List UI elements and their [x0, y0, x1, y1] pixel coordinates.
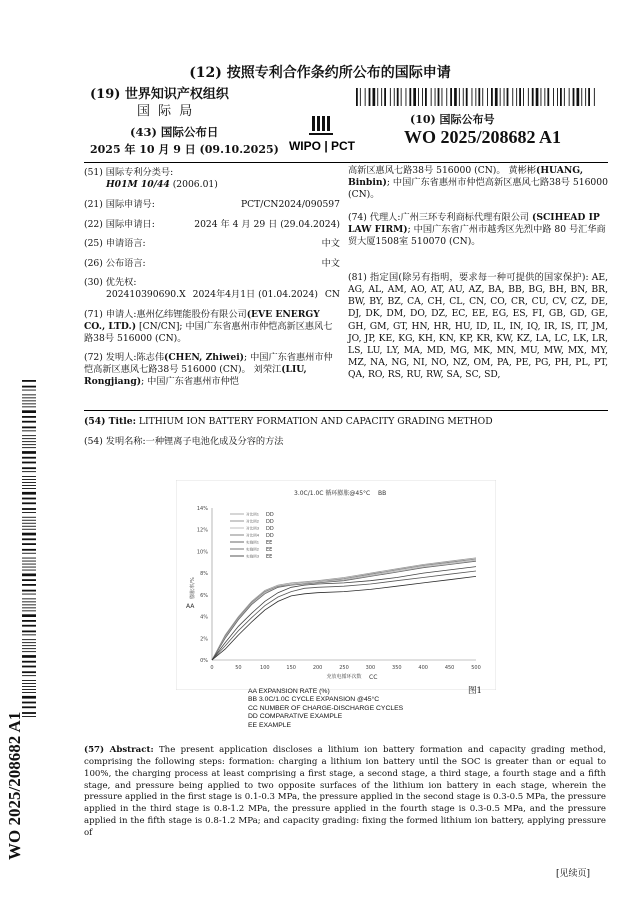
- designated-states-list: AE, AG, AL, AM, AO, AT, AU, AZ, BA, BB, BG, BH, BN, BR, BW, BY, BZ, CA, CH, CL, CN, CO, CR, CU, CV, CZ, DE, DJ, DK, DM, DO, DZ, EC, EE, EG, ES, FI, GB, GD, GE, GH, GM, GT, HN, HR, HU, ID, IL, IN, IQ, IR, IS, IT, JM, JO, JP, KE, KG, KH, KN, KP, KR, KW, KZ, LA, LC, LK, LR, LS, LU, LY, MA, MD, MG, MK, MN, MU, MW, MX, MY, MZ, NA, NG, NI, NO, NZ, OM, PA, PE, PG, PH, PL, PT, QA, RO, RS, RU, RW, SA, SC, SD,: [348, 272, 608, 381]
- barcode-bar: [22, 488, 36, 489]
- barcode-bar: [356, 88, 358, 106]
- x-tick-label: 0: [210, 665, 214, 671]
- barcode-bar: [22, 655, 36, 658]
- inventor-2-cn: 刘荣江: [253, 364, 282, 376]
- barcode-bar: [22, 661, 36, 663]
- priority-country: CN: [324, 289, 340, 301]
- y-tick-label: 0%: [200, 658, 208, 664]
- ipc-label: (51) 国际专利分类号:: [84, 167, 174, 178]
- agent-name-cn: 广州三环专利商标代理有限公司: [400, 212, 530, 223]
- legend-series-name: 对比例1: [246, 512, 260, 517]
- barcode-bar: [475, 88, 476, 106]
- barcode-bar: [22, 634, 36, 635]
- barcode-bar: [22, 651, 36, 652]
- barcode-bar: [435, 88, 436, 106]
- barcode-bar: [22, 620, 36, 622]
- barcode-bar: [22, 430, 36, 431]
- publication-date-label: (43) 国际公布日: [130, 125, 219, 140]
- barcode-bar: [22, 645, 36, 646]
- barcode-bar: [22, 416, 36, 418]
- barcode-bar: [22, 584, 36, 586]
- barcode-bar: [22, 390, 36, 391]
- barcode-bar: [22, 457, 36, 459]
- barcode-bar: [22, 476, 36, 477]
- inventor-3-address: ; 中国广东省惠州市仲恺高新区惠风七路38号 516000 (CN)。: [348, 177, 608, 201]
- top-barcode: [356, 88, 596, 106]
- agent-name-en: (SCIHEAD IP LAW FIRM): [348, 212, 600, 236]
- barcode-bar: [553, 88, 554, 106]
- continued-note: [见续页]: [556, 869, 591, 879]
- barcode-bar: [22, 570, 36, 571]
- chart-title-code: BB: [378, 490, 387, 497]
- x-tick-label: 400: [418, 665, 428, 671]
- y-tick-label: 8%: [200, 571, 208, 578]
- barcode-bar: [22, 706, 36, 708]
- barcode-bar: [466, 88, 468, 106]
- barcode-bar: [22, 467, 36, 469]
- barcode-bar: [22, 523, 36, 524]
- barcode-bar: [425, 88, 427, 106]
- barcode-bar: [495, 88, 498, 106]
- legend-series-name: 对比例2: [246, 519, 260, 524]
- barcode-bar: [22, 421, 36, 423]
- barcode-bar: [22, 400, 36, 401]
- y-tick-label: 10%: [196, 549, 208, 556]
- inventor-2-address: ; 中国广东省惠州市仲恺: [141, 376, 239, 388]
- barcode-bar: [365, 88, 366, 106]
- barcode-bar: [369, 88, 371, 106]
- filing-language-label: (25) 申请语言:: [84, 238, 146, 249]
- field-30: [84, 277, 340, 301]
- ipc-year: (2006.01): [172, 179, 218, 191]
- barcode-bar: [22, 590, 36, 592]
- barcode-bar: [478, 88, 480, 106]
- barcode-bar: [394, 88, 395, 106]
- publication-number-label: (10) 国际公布号: [410, 113, 495, 126]
- abstract-label: (57) Abstract:: [84, 745, 154, 755]
- x-tick-label: 500: [471, 665, 481, 671]
- agent-label: (74) 代理人:: [348, 212, 401, 223]
- field-72: [84, 352, 340, 388]
- barcode-bar: [512, 88, 513, 106]
- barcode-bar: [22, 601, 36, 602]
- x-tick-label: 150: [286, 665, 296, 671]
- title-en-label: (54) Title:: [84, 416, 136, 427]
- side-publication-number: WO 2025/208682 A1: [5, 711, 24, 860]
- barcode-bar: [22, 692, 36, 693]
- inventor-2-en: (LIU, Rongjiang): [84, 364, 307, 388]
- barcode-bar: [22, 614, 36, 617]
- barcode-bar: [22, 462, 36, 464]
- barcode-bar: [532, 88, 534, 106]
- applicant-name-en: (EVE ENERGY CO., LTD.): [84, 309, 320, 333]
- title-en: LITHIUM ION BATTERY FORMATION AND CAPACITY GRADING METHOD: [138, 416, 493, 427]
- y-tick-label: 2%: [200, 636, 208, 643]
- title-en-row: [84, 416, 604, 428]
- barcode-bar: [547, 88, 549, 106]
- barcode-bar: [22, 604, 36, 605]
- barcode-bar: [569, 88, 570, 106]
- applicant-label: (71) 申请人:: [84, 309, 137, 320]
- chart-title: 3.0C/1.0C 循环膨胀@45°C: [294, 490, 371, 497]
- publication-date: 2025 年 10 月 9 日 (09.10.2025): [90, 143, 279, 157]
- barcode-bar: [22, 631, 36, 633]
- barcode-bar: [22, 406, 36, 407]
- barcode-bar: [22, 702, 36, 704]
- barcode-bar: [22, 675, 36, 676]
- barcode-bar: [406, 88, 407, 106]
- barcode-bar: [373, 88, 376, 106]
- barcode-bar: [390, 88, 391, 106]
- y-tick-label: 4%: [200, 614, 208, 621]
- field-26: [84, 258, 340, 270]
- barcode-bar: [22, 538, 36, 540]
- barcode-bar: [491, 88, 493, 106]
- barcode-bar: [22, 441, 36, 442]
- field-22: [84, 219, 340, 231]
- barcode-bar: [585, 88, 586, 106]
- barcode-bar: [22, 438, 36, 439]
- barcode-bar: [22, 492, 36, 495]
- field-21: [84, 199, 340, 211]
- barcode-bar: [536, 88, 539, 106]
- office-block: [90, 86, 280, 158]
- barcode-bar: [22, 567, 36, 568]
- barcode-bar: [22, 471, 36, 472]
- y-axis-label-code: AA: [186, 603, 195, 610]
- filing-date-label: (22) 国际申请日:: [84, 219, 155, 230]
- barcode-bar: [22, 444, 36, 445]
- application-number: PCT/CN2024/090597: [240, 199, 340, 210]
- legend-series-name: 对比例3: [246, 526, 260, 531]
- legend-line: EE EXAMPLE: [248, 721, 292, 729]
- barcode-bar: [442, 88, 443, 106]
- legend-line: CC NUMBER OF CHARGE-DISCHARGE CYCLES: [248, 704, 404, 712]
- barcode-bar: [22, 683, 36, 684]
- barcode-bar: [22, 543, 36, 545]
- barcode-bar: [22, 427, 36, 429]
- barcode-bar: [459, 88, 460, 106]
- barcode-bar: [22, 639, 36, 640]
- barcode-bar: [594, 88, 595, 106]
- application-number-label: (21) 国际申请号:: [84, 199, 155, 210]
- chart-frame: [176, 480, 496, 690]
- barcode-bar: [22, 696, 36, 699]
- barcode-bar: [401, 88, 402, 106]
- barcode-bar: [422, 88, 423, 106]
- ipc-code: H01M 10/44: [106, 179, 170, 191]
- barcode-bar: [472, 88, 473, 106]
- inventor-1-cn: 陈志伟: [136, 352, 165, 363]
- agent-address: ; 中国广东省广州市越秀区先烈中路 80 号汇华商贸大厦1508室 510070 (CN)。: [348, 224, 606, 248]
- barcode-bar: [431, 88, 432, 106]
- barcode-bar: [22, 607, 36, 608]
- publication-number: WO 2025/208682 A1: [404, 127, 562, 147]
- y-tick-label: 6%: [200, 592, 208, 599]
- barcode-bar: [22, 594, 36, 595]
- barcode-bar: [22, 689, 36, 690]
- barcode-bar: [22, 680, 36, 681]
- barcode-bar: [22, 610, 36, 611]
- barcode-bar: [22, 517, 36, 518]
- barcode-bar: [507, 88, 509, 106]
- barcode-bar: [22, 549, 36, 551]
- priority-number: 202410390690.X: [106, 289, 186, 301]
- legend-series-code: DD: [266, 519, 274, 525]
- priority-date: 2024年4月1日 (01.04.2024): [192, 289, 318, 301]
- inventor-1-en: (CHEN, Zhiwei): [164, 352, 245, 363]
- x-tick-label: 200: [312, 665, 323, 671]
- barcode-bar: [22, 579, 36, 581]
- barcode-bar: [22, 485, 36, 486]
- barcode-bar: [588, 88, 590, 106]
- bibliographic-divider: [84, 410, 608, 411]
- barcode-bar: [438, 88, 440, 106]
- barcode-bar: [22, 574, 36, 577]
- organization-sub: 国 际 局: [137, 104, 195, 120]
- field-74: [348, 212, 608, 248]
- legend-series-name: 实施例1: [246, 540, 260, 545]
- barcode-bar: [541, 88, 542, 106]
- barcode-bar: [487, 88, 488, 106]
- designated-states-note: (除另有指明，要求每一种可提供的国家保护):: [398, 272, 589, 283]
- barcode-bar: [454, 88, 457, 106]
- x-tick-label: 350: [392, 665, 402, 671]
- barcode-bar: [528, 88, 529, 106]
- barcode-bar: [22, 397, 36, 398]
- barcode-bar: [577, 88, 580, 106]
- figure-label: 图1: [468, 686, 482, 696]
- barcode-bar: [397, 88, 399, 106]
- y-axis-label: 膨胀率/%: [190, 577, 196, 599]
- legend-series-code: DD: [266, 533, 274, 539]
- side-barcode: [22, 380, 36, 720]
- inventor-continued-text: 高新区惠风七路38号 516000 (CN)。: [348, 165, 506, 176]
- legend-series-name: 实施例3: [246, 554, 260, 559]
- title-cn: 一种锂离子电池化成及分容的方法: [145, 436, 284, 447]
- barcode-bar: [22, 686, 36, 687]
- barcode-bar: [22, 642, 36, 643]
- abstract-text: The present application discloses a lithium ion battery formation and capacity grading method, comprising the following steps: formation: charging a lithium ion battery until the SOC is greater than or equal to 100%, the charging process at least comprising a first stage, a second stage, a third stage, a fourth stage and a fifth stage, and pressure being applied to two opposite surfaces of the lithium ion battery in each stage, wherein the pressure applied in the first stage is 0.1-0.3 MPa, the pressure applied in the second stage is 0.3-0.5 MPa, the pressure applied in the third stage is 0.8-1.2 MPa, the pressure applied in the fourth stage is 0.3-0.5 MPa, and the pressure applied in the fifth stage is 0.8-1.2 MPa; and capacity grading: fixing the formed lithium ion battery, applying pressure of: [84, 745, 607, 839]
- barcode-bar: [573, 88, 575, 106]
- barcode-bar: [418, 88, 419, 106]
- barcode-bar: [523, 88, 524, 106]
- inventor-label: (72) 发明人:: [84, 352, 137, 363]
- expansion-chart: [176, 480, 496, 690]
- inventor-3-en: (HUANG, Binbin): [348, 165, 584, 189]
- barcode-bar: [22, 380, 36, 382]
- barcode-bar: [22, 508, 36, 510]
- barcode-bar: [557, 88, 558, 106]
- publication-language-label: (26) 公布语言:: [84, 258, 146, 269]
- barcode-bar: [381, 88, 382, 106]
- y-tick-label: 14%: [196, 506, 208, 512]
- barcode-bar: [22, 671, 36, 673]
- x-tick-label: 300: [365, 665, 376, 671]
- legend-series-name: 实施例2: [246, 547, 260, 552]
- barcode-bar: [22, 386, 36, 388]
- barcode-bar: [22, 533, 36, 536]
- barcode-bar: [22, 666, 36, 668]
- barcode-bar: [482, 88, 483, 106]
- x-tick-label: 100: [260, 665, 270, 671]
- barcode-bar: [463, 88, 464, 106]
- barcode-bar: [377, 88, 378, 106]
- barcode-bar: [22, 520, 36, 521]
- field-25: [84, 238, 340, 250]
- barcode-bar: [22, 526, 36, 527]
- barcode-bar: [500, 88, 501, 106]
- applicant-address: [CN/CN]; 中国广东省惠州市仲恺高新区惠风七路38号 516000 (CN)。: [84, 321, 333, 345]
- organization-name: (19) 世界知识产权组织: [90, 87, 229, 102]
- barcode-bar: [560, 88, 562, 106]
- barcode-bar: [22, 564, 36, 565]
- barcode-bar: [22, 598, 36, 599]
- logo-text: WIPO | PCT: [288, 139, 356, 153]
- header-divider: [84, 162, 608, 163]
- legend-series-code: EE: [266, 540, 273, 546]
- inventor-continued: [348, 165, 608, 201]
- barcode-bar: [413, 88, 416, 106]
- barcode-bar: [446, 88, 447, 106]
- filing-date: 2024 年 4 月 29 日 (29.04.2024): [194, 219, 340, 230]
- legend-series-name: 对比例4: [246, 533, 260, 538]
- barcode-bar: [22, 447, 36, 448]
- barcode-bar: [22, 529, 36, 530]
- x-tick-label: 450: [444, 665, 455, 671]
- x-axis-label-code: CC: [369, 674, 378, 681]
- barcode-bar: [22, 451, 36, 454]
- priority-label: (30) 优先权:: [84, 277, 137, 288]
- field-71: [84, 309, 340, 345]
- barcode-bar: [22, 648, 36, 649]
- barcode-bar: [519, 88, 521, 106]
- legend-series-code: DD: [266, 526, 274, 532]
- barcode-bar: [409, 88, 411, 106]
- inventor-1-address: ; 中国广东省惠州市仲恺高新区惠风七路38号 516000 (CN)。: [84, 352, 333, 376]
- legend-line: BB 3.0C/1.0C CYCLE EXPANSION @45°C: [248, 696, 380, 704]
- barcode-bar: [22, 512, 36, 513]
- barcode-bar: [22, 553, 36, 554]
- legend-series-code: DD: [266, 512, 274, 518]
- barcode-bar: [504, 88, 505, 106]
- publication-language: 中文: [321, 258, 340, 269]
- legend-series-code: EE: [266, 547, 273, 553]
- document-heading: (12) 按照专利合作条约所公布的国际申请: [189, 65, 451, 81]
- x-tick-label: 250: [339, 665, 349, 671]
- applicant-name-cn: 惠州亿纬锂能股份有限公司: [136, 309, 247, 320]
- barcode-bar: [564, 88, 565, 106]
- abstract: [84, 745, 606, 840]
- barcode-bar: [384, 88, 386, 106]
- barcode-bar: [22, 394, 36, 395]
- figure-legend: [248, 688, 403, 730]
- y-tick-label: 12%: [196, 527, 208, 534]
- legend-series-code: EE: [266, 554, 273, 560]
- filing-language: 中文: [321, 238, 340, 249]
- title-cn-label: (54) 发明名称:: [84, 436, 146, 447]
- legend-line: AA EXPANSION RATE (%): [248, 688, 330, 695]
- title-cn-row: [84, 436, 604, 448]
- x-tick-label: 50: [235, 665, 242, 671]
- x-axis-label: 充放电循环次数: [326, 674, 362, 680]
- barcode-bar: [22, 403, 36, 404]
- barcode-bar: [360, 88, 361, 106]
- barcode-bar: [22, 410, 36, 413]
- field-51: [84, 167, 340, 191]
- barcode-bar: [581, 88, 582, 106]
- designated-states-label: (81) 指定国: [348, 272, 399, 283]
- wipo-pct-logo: [268, 114, 376, 154]
- barcode-bar: [22, 558, 36, 559]
- inventor-3-cn: 黄彬彬: [508, 165, 537, 176]
- barcode-bar: [516, 88, 517, 106]
- barcode-bar: [450, 88, 452, 106]
- barcode-bar: [22, 479, 36, 480]
- barcode-bar: [22, 625, 36, 627]
- barcode-bar: [22, 482, 36, 483]
- barcode-bar: [22, 435, 36, 436]
- legend-line: DD COMPARATIVE EXAMPLE: [248, 713, 343, 721]
- barcode-bar: [22, 498, 36, 500]
- barcode-bar: [22, 502, 36, 504]
- barcode-bar: [22, 561, 36, 562]
- barcode-bar: [544, 88, 545, 106]
- field-81: [348, 272, 608, 381]
